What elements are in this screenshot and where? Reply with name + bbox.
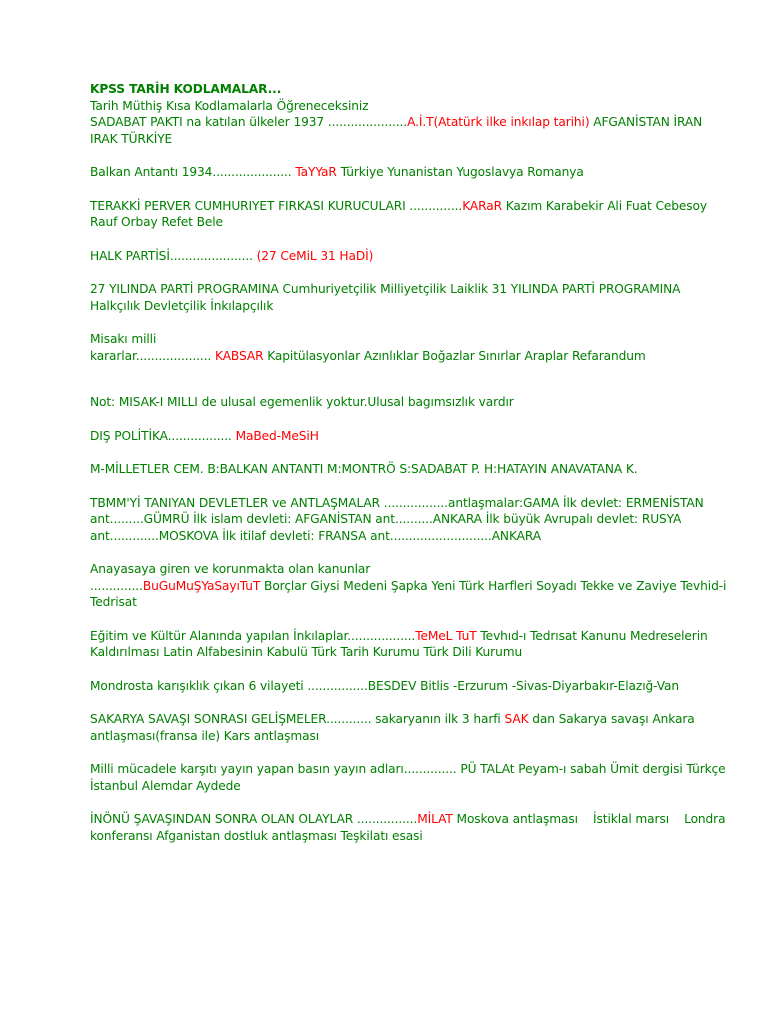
anayasa-code: BuGuMuŞYaSayıTuT — [142, 578, 261, 593]
dis-text: DIŞ POLİTİKA................. — [90, 428, 236, 443]
misak-code: KABSAR — [215, 348, 264, 363]
inonu-code: MİLAT — [417, 812, 453, 826]
egitim-list: Tevhıd-ı Tedrısat Kanunu Medreselerin Kaldırılması Latin Alfabesinin Kabulü Türk Tarih Kurumu Türk Dili Kurumu — [90, 628, 708, 659]
terakki-paragraph — [90, 198, 728, 231]
parti-paragraph: 27 YILINDA PARTİ PROGRAMINA Cumhuriyetçilik Milliyetçilik Laiklik 31 YILINDA PARTİ PROGRAMINA Halkçılık Devletçilik İnkılapçılık — [90, 282, 681, 313]
sadabat-text: SADABAT PAKTI na katılan ülkeler 1937 ..................... — [90, 115, 408, 129]
balkan-paragraph — [90, 164, 728, 181]
terakki-text: TERAKKİ PERVER CUMHURIYET FIRKASI KURUCULARI .............. — [90, 198, 463, 213]
milletler-paragraph: M-MİLLETLER CEM. B:BALKAN ANTANTI M:MONTRÖ S:SADABAT P. H:HATAYIN ANAVATANA K. — [90, 462, 638, 476]
balkan-text: Balkan Antantı 1934..................... — [90, 165, 296, 179]
dis-code: MaBed-MeSiH — [235, 428, 319, 443]
halk-paragraph — [90, 248, 728, 265]
sadabat-code: A.İ.T(Atatürk ilke inkılap tarihi) — [407, 115, 590, 129]
sakarya-list: dan Sakarya savaşı Ankara antlaşması(fransa ile) Kars antlaşması — [90, 712, 695, 743]
misak-heading: Misakı milli — [90, 332, 157, 346]
sakarya-text: SAKARYA SAVAŞI SONRASI GELİŞMELER............ sakaryanın ilk 3 harfi — [90, 712, 505, 726]
halk-code: (27 CeMiL 31 HaDİ) — [256, 248, 374, 263]
document-title: KPSS TARİH KODLAMALAR... — [90, 82, 282, 96]
sadabat-paragraph — [90, 114, 728, 147]
balkan-code: TaYYaR — [295, 165, 337, 179]
balkan-list: Türkiye Yunanistan Yugoslavya Romanya — [336, 165, 584, 179]
misak-paragraph — [90, 348, 728, 365]
misak-text: kararlar.................... — [90, 348, 216, 363]
tbmm-paragraph: TBMM'Yİ TANIYAN DEVLETLER ve ANTLAŞMALAR .................antlaşmalar:GAMA İlk devlet: ERMENİSTAN ant.........GÜMRÜ İlk islam devleti: AFGANİSTAN ant..........ANKARA İlk büyük Avrupalı devlet: RUSYA ant.............MOSKOVA İlk itilaf devleti: FRANSA ant...........................ANKARA — [90, 495, 704, 543]
sadabat-list: AFGANİSTAN İRAN IRAK TÜRKİYE — [90, 115, 703, 146]
inonu-list: Moskova antlaşması İstiklal marsı Londra konferansı Afganistan dostluk antlaşması Teşkilatı esasi — [90, 812, 730, 843]
egitim-text: Eğitim ve Kültür Alanında yapılan İnkılaplar.................. — [90, 628, 416, 643]
egitim-code: TeMeL TuT — [415, 628, 477, 643]
document-subtitle: Tarih Müthiş Kısa Kodlamalarla Öğreneceksiniz — [90, 98, 369, 113]
misak-list: Kapitülasyonlar Azınlıklar Boğazlar Sınırlar Araplar Refarandum — [263, 348, 646, 363]
anayasa-heading: Anayasaya giren ve korunmakta olan kanunlar — [90, 562, 371, 576]
inonu-text: İNÖNÜ ŞAVAŞINDAN SONRA OLAN OLAYLAR ................ — [90, 812, 418, 826]
sakarya-code: SAK — [504, 712, 529, 726]
anayasa-text: .............. — [90, 578, 143, 593]
anayasa-paragraph — [90, 578, 728, 611]
mondros-paragraph: Mondrosta karışıklık çıkan 6 vilayeti ................BESDEV Bitlis -Erzurum -Sivas-Diyarbakır-Elazığ-Van — [90, 678, 679, 693]
inonu-paragraph — [90, 811, 728, 844]
terakki-code: KARaR — [462, 198, 502, 213]
dis-paragraph — [90, 428, 728, 445]
sakarya-paragraph — [90, 711, 728, 744]
halk-text: HALK PARTİSİ...................... — [90, 248, 257, 263]
anayasa-list: Borçlar Giysi Medeni Şapka Yeni Türk Harfleri Soyadı Tekke ve Zaviye Tevhid-i Tedrisat — [90, 578, 727, 609]
terakki-list: Kazım Karabekir Ali Fuat Cebesoy Rauf Orbay Refet Bele — [90, 198, 708, 229]
basin-paragraph: Milli mücadele karşıtı yayın yapan basın yayın adları.............. PÜ TALAt Peyam-ı sabah Ümit dergisi Türkçe İstanbul Alemdar Aydede — [90, 762, 726, 793]
egitim-paragraph — [90, 628, 728, 661]
not-paragraph: Not: MISAK-I MILLI de ulusal egemenlik yoktur.Ulusal bagımsızlık vardır — [90, 395, 514, 409]
